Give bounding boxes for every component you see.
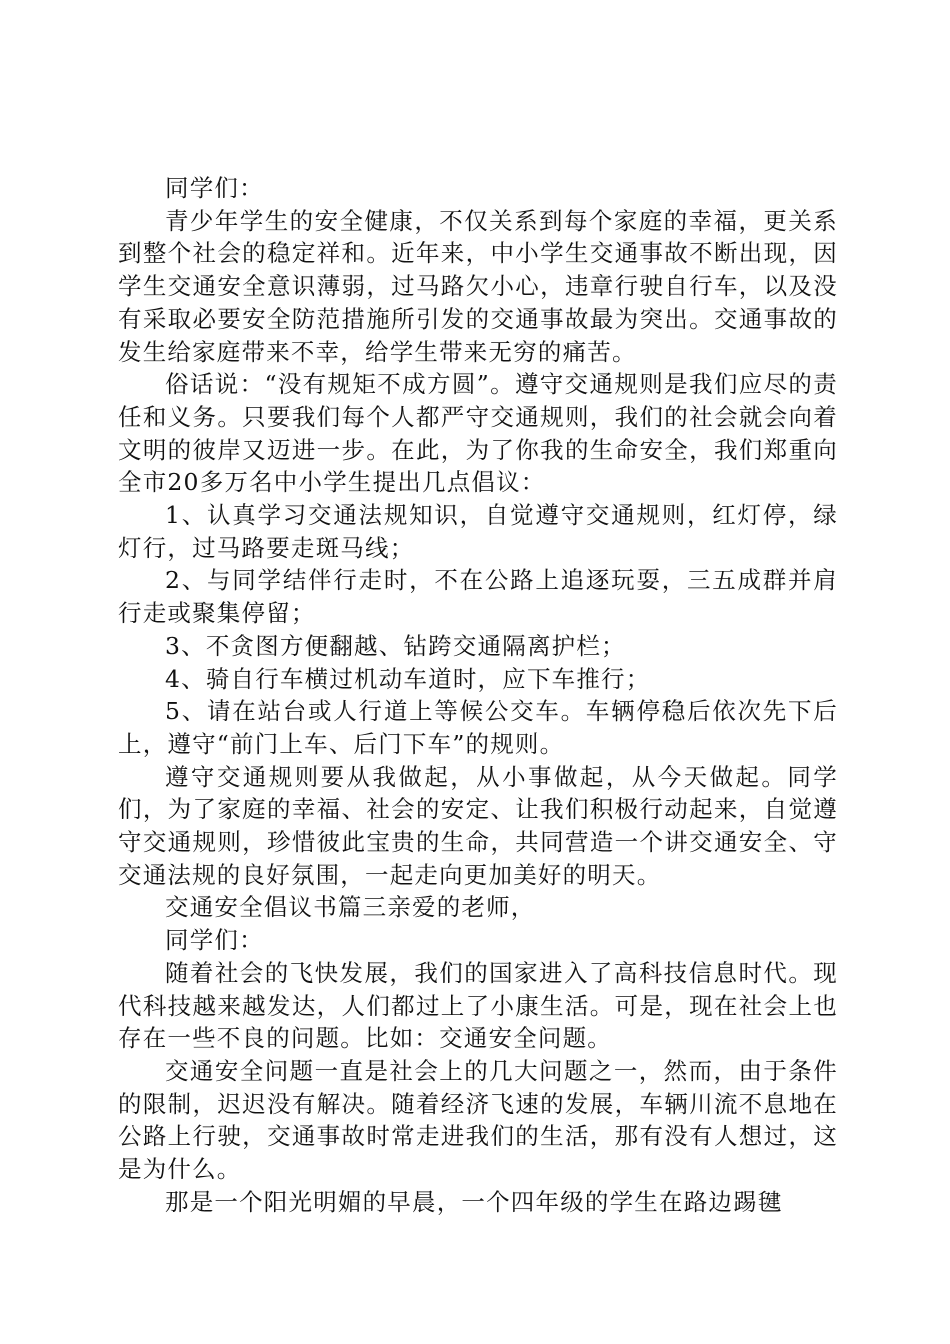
- salutation: 同学们：: [165, 174, 264, 202]
- proposal-item-1: 1、认真学习交通法规知识，自觉遵守交通规则，红灯停，绿灯行，过马路要走斑马线；: [118, 501, 838, 562]
- proposal-item-4: 4、骑自行车横过机动车道时，应下车推行；: [165, 664, 651, 693]
- salutation-second: 同学们：: [165, 926, 264, 955]
- paragraph-proverb: 俗话说：“没有规矩不成方圆”。遵守交通规则是我们应尽的责任和义务。只要我们每个人都严守交通规则，我们的社会就会向着文明的彼岸又迈进一步。在此，为了你我的生命安全，我们郑重向全市20多万名中小学生提出几点倡议：: [118, 370, 838, 497]
- proposal-item-2: 2、与同学结伴行走时，不在公路上追逐玩耍，三五成群并肩行走或聚集停留；: [118, 566, 838, 628]
- paragraph-society-development: 随着社会的飞快发展，我们的国家进入了高科技信息时代。现代科技越来越发达，人们都过上了小康生活。可是，现在社会上也存在一些不良的问题。比如：交通安全问题。: [118, 958, 838, 1053]
- section-heading-part-three: 交通安全倡议书篇三亲爱的老师，: [165, 893, 536, 922]
- paragraph-intro: 青少年学生的安全健康，不仅关系到每个家庭的幸福，更关系到整个社会的稳定祥和。近年来，中小学生交通事故不断出现，因学生交通安全意识薄弱，过马路欠小心，违章行驶自行车，以及没有采取必要安全防范措施所引发的交通事故最为突出。交通事故的发生给家庭带来不幸，给学生带来无穷的痛苦。: [118, 206, 838, 366]
- paragraph-call-to-action: 遵守交通规则要从我做起，从小事做起，从今天做起。同学们，为了家庭的幸福、社会的安定、让我们积极行动起来，自觉遵守交通规则，珍惜彼此宝贵的生命，共同营造一个讲交通安全、守交通法规的良好氛围，一起走向更加美好的明天。: [118, 762, 838, 889]
- paragraph-story-start: 那是一个阳光明媚的早晨，一个四年级的学生在路边踢毽: [165, 1187, 783, 1216]
- proposal-item-5: 5、请在站台或人行道上等候公交车。车辆停稳后依次先下后上，遵守“前门上车、后门下车”的规则。: [118, 697, 838, 758]
- paragraph-traffic-problem: 交通安全问题一直是社会上的几大问题之一，然而，由于条件的限制，迟迟没有解决。随着经济飞速的发展，车辆川流不息地在公路上行驶，交通事故时常走进我们的生活，那有没有人想过，这是为什么。: [118, 1056, 838, 1184]
- proposal-item-3: 3、不贪图方便翻越、钻跨交通隔离护栏；: [165, 631, 626, 660]
- document-body: [118, 172, 838, 1219]
